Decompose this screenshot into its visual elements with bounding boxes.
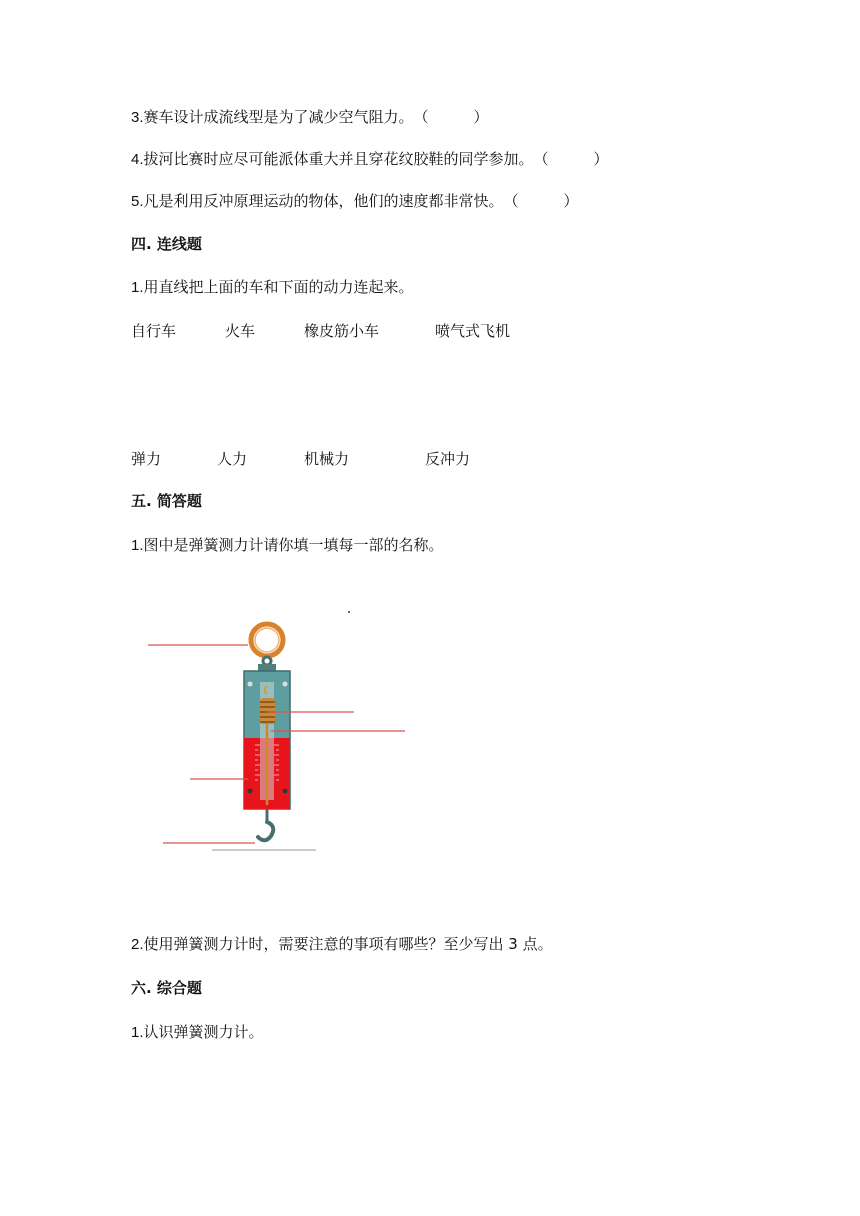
vehicle-bicycle[interactable]: 自行车 xyxy=(131,322,177,340)
section-4-question-1 xyxy=(131,276,414,297)
screw xyxy=(248,682,253,687)
vehicle-train[interactable]: 火车 xyxy=(225,322,256,340)
item-text: 凡是利用反冲原理运动的物体，他们的速度都非常快。 xyxy=(143,192,504,210)
item-number: 3. xyxy=(131,109,144,126)
judgment-item-5 xyxy=(131,190,579,211)
section-5-question-2 xyxy=(131,933,553,954)
ring-highlight xyxy=(255,628,279,652)
force-recoil[interactable]: 反冲力 xyxy=(425,450,471,468)
section-5-question-1 xyxy=(131,534,444,555)
hook-icon xyxy=(258,822,273,840)
vehicle-jet-plane[interactable]: 喷气式飞机 xyxy=(435,322,511,340)
item-number: 5. xyxy=(131,193,144,210)
spring-icon xyxy=(260,698,275,724)
item-text: 赛车设计成流线型是为了减少空气阻力。 xyxy=(143,108,414,126)
section-5-title: 五. 简答题 xyxy=(131,492,202,510)
judgment-item-4 xyxy=(131,148,609,169)
link-ring xyxy=(263,657,271,665)
question-number: 1. xyxy=(131,537,144,554)
question-text: 使用弹簧测力计时，需要注意的事项有哪些？至少写出 3 点。 xyxy=(143,935,553,953)
vehicle-rubber-band-car[interactable]: 橡皮筋小车 xyxy=(304,322,380,340)
screw xyxy=(248,789,253,794)
answer-paren[interactable]: （ ） xyxy=(503,192,579,210)
dot-mark xyxy=(348,611,350,613)
judgment-item-3 xyxy=(131,106,489,127)
spring-scale-figure xyxy=(140,600,420,860)
answer-paren[interactable]: （ ） xyxy=(413,108,489,126)
section-4-title: 四. 连线题 xyxy=(131,235,202,253)
question-text: 图中是弹簧测力计请你填一填每一部的名称。 xyxy=(143,536,444,554)
force-mechanical[interactable]: 机械力 xyxy=(304,450,350,468)
question-text: 用直线把上面的车和下面的动力连起来。 xyxy=(143,278,414,296)
section-6-title: 六. 综合题 xyxy=(131,979,202,997)
section-6-question-1 xyxy=(131,1021,264,1042)
force-human[interactable]: 人力 xyxy=(217,450,248,468)
question-text: 认识弹簧测力计。 xyxy=(143,1023,264,1041)
screw xyxy=(283,789,288,794)
ring-icon xyxy=(251,624,283,656)
screw xyxy=(283,682,288,687)
question-number: 2. xyxy=(131,936,144,953)
answer-paren[interactable]: （ ） xyxy=(533,150,609,168)
question-number: 1. xyxy=(131,1024,144,1041)
question-number: 1. xyxy=(131,279,144,296)
item-number: 4. xyxy=(131,151,144,168)
item-text: 拔河比赛时应尽可能派体重大并且穿花纹胶鞋的同学参加。 xyxy=(143,150,534,168)
force-elastic[interactable]: 弹力 xyxy=(131,450,162,468)
